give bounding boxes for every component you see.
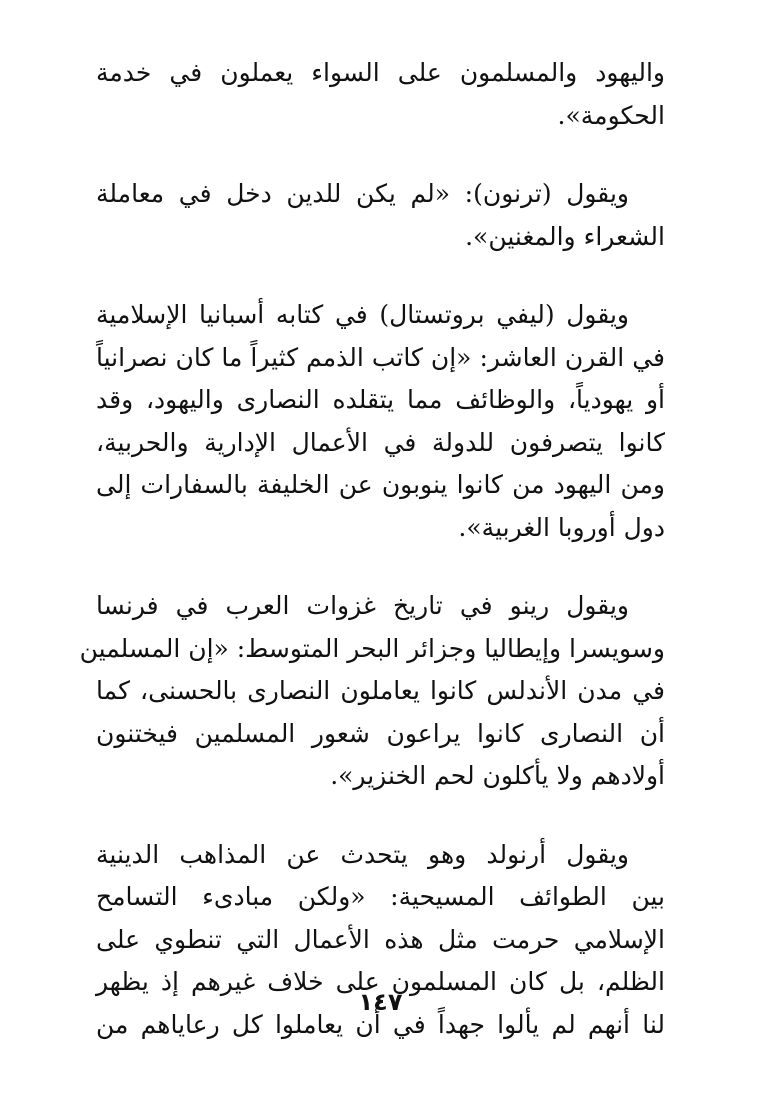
text-line: ويقول (ترنون): «لم يكن للدين دخل في معاملة	[96, 179, 629, 208]
paragraph	[96, 173, 665, 258]
text-line: أولادهم ولا يأكلون لحم الخنزير».	[330, 761, 665, 790]
text-line: في مدن الأندلس كانوا يعاملون النصارى بالحسنى، كما	[96, 676, 665, 705]
text-line: كانوا يتصرفون للدولة في الأعمال الإدارية والحربية،	[96, 427, 665, 457]
text-line: ومن اليهود من كانوا ينوبون عن الخليفة بالسفارات إلى	[96, 470, 665, 499]
paragraph	[96, 294, 665, 549]
text-line: واليهود والمسلمون على السواء يعملون في خدمة	[96, 58, 665, 87]
text-line: الحكومة».	[557, 100, 665, 130]
text-line: ويقول (ليفي بروتستال) في كتابه أسبانيا الإسلامية	[96, 300, 629, 329]
text-line: الإسلامي حرمت مثل هذه الأعمال التي تنطوي على	[96, 924, 665, 954]
text-line: ويقول أرنولد وهو يتحدث عن المذاهب الدينية	[96, 839, 629, 869]
text-line: وسويسرا وإيطاليا وجزائر البحر المتوسط: «إن المسلمين	[79, 633, 665, 663]
text-line: دول أوروبا الغربية».	[458, 512, 665, 542]
text-line: أو يهودياً، والوظائف مما يتقلده النصارى واليهود، وقد	[96, 385, 665, 414]
paragraph	[79, 585, 665, 798]
text-line: الشعراء والمغنين».	[465, 221, 665, 251]
text-line: لنا أنهم لم يألوا جهداً في أن يعاملوا كل رعاياهم من	[96, 1009, 665, 1039]
paragraph	[96, 52, 665, 137]
page-number: ١٤٧	[358, 988, 403, 1016]
text-line: الظلم، بل كان المسلمون على خلاف غيرهم إذ يظهر	[96, 967, 665, 996]
text-line: أن النصارى كانوا يراعون شعور المسلمين فيختنون	[96, 718, 665, 748]
text-line: في القرن العاشر: «إن كاتب الذمم كثيراً ما كان نصرانياً	[96, 342, 665, 372]
text-line: بين الطوائف المسيحية: «ولكن مبادىء التسامح	[96, 882, 665, 911]
text-line: ويقول رينو في تاريخ غزوات العرب في فرنسا	[96, 591, 629, 620]
